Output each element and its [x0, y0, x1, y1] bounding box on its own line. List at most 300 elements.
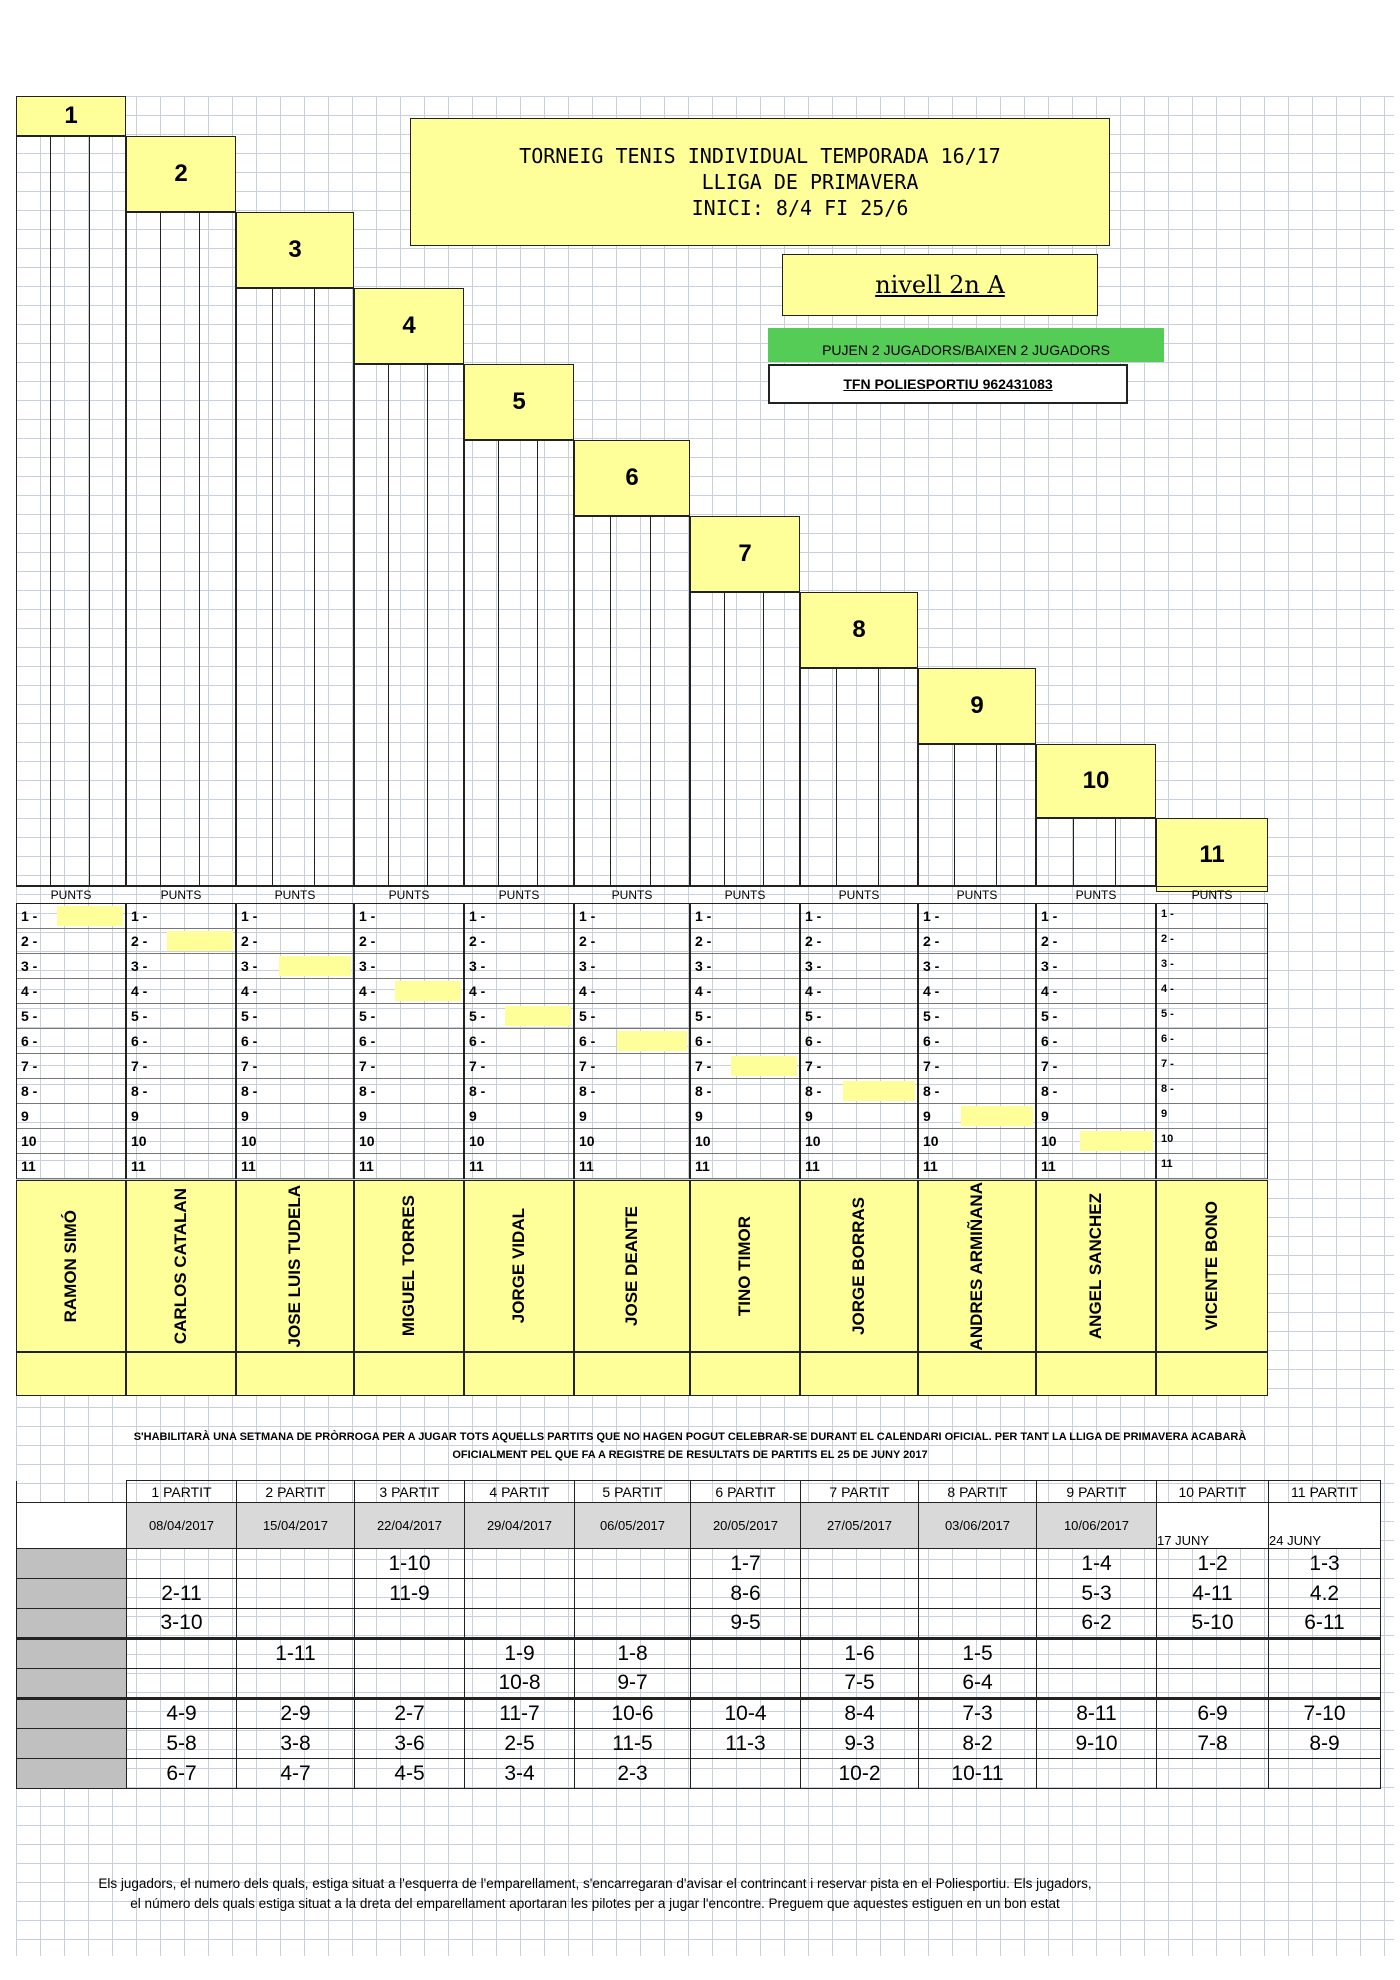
- match-pairing[interactable]: [1037, 1639, 1157, 1669]
- match-pairing[interactable]: [127, 1669, 237, 1699]
- score-row[interactable]: [1037, 1079, 1155, 1104]
- score-row[interactable]: [355, 954, 463, 979]
- schedule-table: [16, 1480, 1381, 1789]
- player-number-6: 6: [574, 440, 690, 516]
- score-row[interactable]: [355, 1154, 463, 1179]
- score-row[interactable]: [237, 1029, 353, 1054]
- score-row[interactable]: [919, 1004, 1035, 1029]
- match-pairing[interactable]: [237, 1669, 355, 1699]
- match-pairing[interactable]: 9-10: [1037, 1729, 1157, 1759]
- score-row[interactable]: [237, 1129, 353, 1154]
- score-row[interactable]: [237, 1104, 353, 1129]
- score-row-label: 10: [359, 1133, 375, 1149]
- score-row[interactable]: [1157, 1004, 1267, 1029]
- round-date: 29/04/2017: [465, 1503, 575, 1549]
- score-row-label: 3 -: [469, 958, 486, 974]
- score-row[interactable]: [1037, 1029, 1155, 1054]
- score-row[interactable]: [465, 1004, 573, 1029]
- match-pairing[interactable]: 2-11: [127, 1579, 237, 1609]
- match-pairing[interactable]: [1037, 1759, 1157, 1789]
- score-row[interactable]: [575, 1029, 689, 1054]
- score-row-label: 3 -: [359, 958, 376, 974]
- score-row[interactable]: [465, 904, 573, 929]
- match-pairing[interactable]: 11-9: [355, 1579, 465, 1609]
- match-pairing[interactable]: [691, 1669, 801, 1699]
- score-row[interactable]: [801, 1104, 917, 1129]
- score-row-label: 2 -: [21, 933, 38, 949]
- match-pairing[interactable]: [919, 1549, 1037, 1579]
- score-row[interactable]: [355, 1054, 463, 1079]
- score-row-label: 8 -: [21, 1083, 38, 1099]
- match-pairing[interactable]: 10-11: [919, 1759, 1037, 1789]
- score-row[interactable]: [801, 979, 917, 1004]
- score-row[interactable]: [575, 954, 689, 979]
- score-row[interactable]: [801, 1154, 917, 1179]
- score-row[interactable]: [465, 1029, 573, 1054]
- score-row[interactable]: [919, 1079, 1035, 1104]
- match-pairing[interactable]: 7-10: [1269, 1699, 1381, 1729]
- score-row-label: 8 -: [131, 1083, 148, 1099]
- score-row[interactable]: [127, 1154, 235, 1179]
- footer-line-1: Els jugadors, el numero dels quals, estiga situat a l'esquerra de l'emparellament, s'encarregaran d'avisar el contrincant i reservar pista en el Poliesportiu. Els jugadors,: [98, 1876, 1092, 1891]
- match-pairing[interactable]: 6-9: [1157, 1699, 1269, 1729]
- score-row[interactable]: [1037, 1104, 1155, 1129]
- score-grid-block: [918, 744, 1036, 886]
- match-pairing[interactable]: [1157, 1669, 1269, 1699]
- player-name-cell: [464, 1180, 574, 1352]
- score-row[interactable]: [237, 1004, 353, 1029]
- match-pairing[interactable]: 5-8: [127, 1729, 237, 1759]
- score-row[interactable]: [691, 1079, 799, 1104]
- score-column: [354, 904, 464, 1179]
- score-row[interactable]: [1157, 929, 1267, 954]
- score-row[interactable]: [919, 929, 1035, 954]
- match-pairing[interactable]: [801, 1609, 919, 1639]
- player-name-footer: [1036, 1352, 1156, 1396]
- match-pairing[interactable]: 1-2: [1157, 1549, 1269, 1579]
- match-pairing[interactable]: 5-3: [1037, 1579, 1157, 1609]
- score-row[interactable]: [575, 904, 689, 929]
- score-row-label: 9: [1041, 1108, 1049, 1124]
- score-row[interactable]: [801, 1004, 917, 1029]
- score-row[interactable]: [575, 1104, 689, 1129]
- match-pairing[interactable]: [465, 1549, 575, 1579]
- score-row[interactable]: [919, 904, 1035, 929]
- score-row[interactable]: [127, 1104, 235, 1129]
- score-row[interactable]: [919, 1104, 1035, 1129]
- round-date: 15/04/2017: [237, 1503, 355, 1549]
- match-pairing[interactable]: [237, 1609, 355, 1639]
- score-row[interactable]: [801, 1129, 917, 1154]
- match-pairing[interactable]: 4-11: [1157, 1579, 1269, 1609]
- round-header: 11 PARTIT: [1269, 1481, 1381, 1503]
- score-grid-block: [574, 516, 690, 886]
- score-row[interactable]: [127, 1054, 235, 1079]
- score-row[interactable]: [1157, 904, 1267, 929]
- score-row-label: 4 -: [695, 983, 712, 999]
- score-row-label: 5 -: [923, 1008, 940, 1024]
- score-row-label: 9: [923, 1108, 931, 1124]
- score-row[interactable]: [465, 954, 573, 979]
- score-row-label: 10: [695, 1133, 711, 1149]
- score-row-label: 9: [359, 1108, 367, 1124]
- score-row[interactable]: [355, 1004, 463, 1029]
- title-line-3: INICI: 8/4 FI 25/6: [691, 196, 909, 220]
- match-pairing[interactable]: [1269, 1639, 1381, 1669]
- score-row[interactable]: [575, 1129, 689, 1154]
- score-row[interactable]: [127, 979, 235, 1004]
- match-pairing[interactable]: 7-5: [801, 1669, 919, 1699]
- score-row-label: 4 -: [469, 983, 486, 999]
- score-row-label: 6 -: [469, 1033, 486, 1049]
- score-row-label: 2 -: [131, 933, 148, 949]
- score-row[interactable]: [465, 1154, 573, 1179]
- score-row-label: 6 -: [21, 1033, 38, 1049]
- round-header: 8 PARTIT: [919, 1481, 1037, 1503]
- player-number-2: 2: [126, 136, 236, 212]
- score-column: [690, 904, 800, 1179]
- match-pairing[interactable]: [801, 1549, 919, 1579]
- score-row[interactable]: [691, 1004, 799, 1029]
- score-row[interactable]: [1157, 1154, 1267, 1179]
- match-pairing[interactable]: 3-4: [465, 1759, 575, 1789]
- match-pairing[interactable]: 2-9: [237, 1699, 355, 1729]
- score-row[interactable]: [17, 1104, 125, 1129]
- score-row[interactable]: [801, 904, 917, 929]
- match-pairing[interactable]: 7-8: [1157, 1729, 1269, 1759]
- self-match-highlight: [617, 1031, 687, 1051]
- score-row[interactable]: [1157, 1029, 1267, 1054]
- score-row[interactable]: [465, 929, 573, 954]
- score-row-label: 9: [21, 1108, 29, 1124]
- score-row[interactable]: [237, 954, 353, 979]
- score-row[interactable]: [465, 1129, 573, 1154]
- score-row-label: 10: [805, 1133, 821, 1149]
- score-row-label: 9: [241, 1108, 249, 1124]
- match-pairing[interactable]: [127, 1549, 237, 1579]
- score-row[interactable]: [801, 1029, 917, 1054]
- score-row[interactable]: [355, 904, 463, 929]
- match-pairing[interactable]: [801, 1579, 919, 1609]
- match-pairing[interactable]: [1269, 1669, 1381, 1699]
- player-name: RAMON SIMÓ: [61, 1209, 80, 1323]
- score-row[interactable]: [1157, 1079, 1267, 1104]
- score-row-label: 1 -: [805, 908, 822, 924]
- score-row-label: 3 -: [1161, 958, 1174, 970]
- score-row[interactable]: [17, 1129, 125, 1154]
- score-row-label: 11: [131, 1158, 146, 1174]
- score-row[interactable]: [355, 1104, 463, 1129]
- match-pairing[interactable]: [355, 1639, 465, 1669]
- score-row[interactable]: [691, 1029, 799, 1054]
- player-name-cell: [1036, 1180, 1156, 1352]
- round-header: 1 PARTIT: [127, 1481, 237, 1503]
- score-row[interactable]: [1037, 904, 1155, 929]
- score-row[interactable]: [127, 1079, 235, 1104]
- match-pairing[interactable]: 3-8: [237, 1729, 355, 1759]
- match-pairing[interactable]: 6-7: [127, 1759, 237, 1789]
- match-pairing[interactable]: [465, 1609, 575, 1639]
- match-pairing[interactable]: 2-5: [465, 1729, 575, 1759]
- score-row[interactable]: [1037, 1004, 1155, 1029]
- match-pairing[interactable]: [1269, 1759, 1381, 1789]
- self-match-highlight: [57, 906, 123, 926]
- score-row[interactable]: [355, 1029, 463, 1054]
- match-pairing[interactable]: 3-6: [355, 1729, 465, 1759]
- score-row[interactable]: [691, 904, 799, 929]
- score-row[interactable]: [355, 929, 463, 954]
- score-row[interactable]: [1037, 979, 1155, 1004]
- score-row[interactable]: [1037, 1154, 1155, 1179]
- player-name-cell: [918, 1180, 1036, 1352]
- score-row-label: 2 -: [923, 933, 940, 949]
- score-row-label: 3 -: [241, 958, 258, 974]
- score-row[interactable]: [17, 904, 125, 929]
- player-name: JOSE LUIS TUDELA: [285, 1184, 304, 1348]
- score-row[interactable]: [17, 979, 125, 1004]
- score-row[interactable]: [465, 1104, 573, 1129]
- score-row[interactable]: [691, 954, 799, 979]
- score-row-label: 4 -: [805, 983, 822, 999]
- score-row-label: 10: [131, 1133, 147, 1149]
- score-row[interactable]: [127, 929, 235, 954]
- score-row[interactable]: [1157, 954, 1267, 979]
- score-row-label: 3 -: [579, 958, 596, 974]
- match-pairing[interactable]: 10-6: [575, 1699, 691, 1729]
- match-pairing[interactable]: 9-3: [801, 1729, 919, 1759]
- match-pairing[interactable]: 1-7: [691, 1549, 801, 1579]
- score-row[interactable]: [127, 904, 235, 929]
- round-header: 6 PARTIT: [691, 1481, 801, 1503]
- match-pairing[interactable]: 4-5: [355, 1759, 465, 1789]
- score-row-label: 1 -: [21, 908, 38, 924]
- score-row[interactable]: [127, 1004, 235, 1029]
- self-match-highlight: [843, 1081, 915, 1101]
- self-match-highlight: [505, 1006, 571, 1026]
- match-pairing[interactable]: 8-11: [1037, 1699, 1157, 1729]
- score-row[interactable]: [691, 979, 799, 1004]
- score-row[interactable]: [1157, 1054, 1267, 1079]
- round-header: 7 PARTIT: [801, 1481, 919, 1503]
- match-pairing[interactable]: 1-8: [575, 1639, 691, 1669]
- match-pairing[interactable]: 4-9: [127, 1699, 237, 1729]
- score-row[interactable]: [691, 929, 799, 954]
- score-row-label: 7 -: [469, 1058, 486, 1074]
- score-row[interactable]: [237, 1079, 353, 1104]
- match-pairing[interactable]: [919, 1609, 1037, 1639]
- match-pairing[interactable]: [1157, 1639, 1269, 1669]
- score-row-label: 5 -: [695, 1008, 712, 1024]
- score-row[interactable]: [575, 1154, 689, 1179]
- match-pairing[interactable]: 1-11: [237, 1639, 355, 1669]
- self-match-highlight: [731, 1056, 797, 1076]
- score-row-label: 11: [923, 1158, 938, 1174]
- match-pairing[interactable]: 10-8: [465, 1669, 575, 1699]
- punts-header: PUNTS: [464, 886, 574, 904]
- match-pairing[interactable]: 6-11: [1269, 1609, 1381, 1639]
- player-number-7: 7: [690, 516, 800, 592]
- match-pairing[interactable]: [1157, 1759, 1269, 1789]
- score-row[interactable]: [919, 954, 1035, 979]
- player-name: VICENTE BONO: [1202, 1201, 1221, 1331]
- match-pairing[interactable]: [355, 1669, 465, 1699]
- score-row[interactable]: [17, 1054, 125, 1079]
- match-pairing[interactable]: [919, 1579, 1037, 1609]
- score-row[interactable]: [355, 979, 463, 1004]
- punts-header: PUNTS: [800, 886, 918, 904]
- score-row-label: 5 -: [21, 1008, 38, 1024]
- match-pairing[interactable]: 4-7: [237, 1759, 355, 1789]
- score-row[interactable]: [919, 1029, 1035, 1054]
- score-row-label: 10: [1161, 1133, 1174, 1145]
- score-row-label: 10: [923, 1133, 939, 1149]
- round-date: 06/05/2017: [575, 1503, 691, 1549]
- score-row[interactable]: [801, 954, 917, 979]
- match-pairing[interactable]: 8-6: [691, 1579, 801, 1609]
- match-pairing[interactable]: 11-5: [575, 1729, 691, 1759]
- score-row[interactable]: [237, 1154, 353, 1179]
- score-row[interactable]: [17, 1079, 125, 1104]
- match-pairing[interactable]: 2-3: [575, 1759, 691, 1789]
- match-pairing[interactable]: [575, 1579, 691, 1609]
- score-row[interactable]: [1037, 929, 1155, 954]
- round-header: 4 PARTIT: [465, 1481, 575, 1503]
- score-row[interactable]: [575, 929, 689, 954]
- score-row[interactable]: [691, 1104, 799, 1129]
- match-pairing[interactable]: 8-2: [919, 1729, 1037, 1759]
- match-pairing[interactable]: [355, 1609, 465, 1639]
- score-row[interactable]: [1157, 1129, 1267, 1154]
- match-pairing[interactable]: 1-9: [465, 1639, 575, 1669]
- score-row[interactable]: [919, 979, 1035, 1004]
- score-row[interactable]: [465, 979, 573, 1004]
- score-row[interactable]: [1037, 954, 1155, 979]
- score-row[interactable]: [801, 929, 917, 954]
- score-row[interactable]: [127, 1129, 235, 1154]
- match-pairing[interactable]: 10-2: [801, 1759, 919, 1789]
- match-pairing[interactable]: 1-4: [1037, 1549, 1157, 1579]
- score-row-label: 9: [805, 1108, 813, 1124]
- round-date: 24 JUNY: [1269, 1503, 1381, 1549]
- score-row[interactable]: [237, 979, 353, 1004]
- match-pairing[interactable]: [575, 1549, 691, 1579]
- score-row-label: 1 -: [359, 908, 376, 924]
- match-pairing[interactable]: 5-10: [1157, 1609, 1269, 1639]
- score-row[interactable]: [355, 1129, 463, 1154]
- score-row[interactable]: [691, 1154, 799, 1179]
- match-pairing[interactable]: 2-7: [355, 1699, 465, 1729]
- score-row-label: 11: [805, 1158, 820, 1174]
- match-pairing[interactable]: 9-5: [691, 1609, 801, 1639]
- match-pairing[interactable]: 1-6: [801, 1639, 919, 1669]
- score-row[interactable]: [919, 1054, 1035, 1079]
- score-row-label: 4 -: [923, 983, 940, 999]
- match-pairing[interactable]: 11-3: [691, 1729, 801, 1759]
- score-row[interactable]: [127, 954, 235, 979]
- match-pairing[interactable]: 6-2: [1037, 1609, 1157, 1639]
- match-pairing[interactable]: 1-3: [1269, 1549, 1381, 1579]
- score-row[interactable]: [127, 1029, 235, 1054]
- match-pairing[interactable]: 1-5: [919, 1639, 1037, 1669]
- player-name: JORGE VIDAL: [509, 1208, 528, 1324]
- match-pairing[interactable]: 8-9: [1269, 1729, 1381, 1759]
- score-row[interactable]: [237, 929, 353, 954]
- score-row[interactable]: [355, 1079, 463, 1104]
- score-row[interactable]: [919, 1129, 1035, 1154]
- match-pairing[interactable]: 7-3: [919, 1699, 1037, 1729]
- match-pairing[interactable]: 8-4: [801, 1699, 919, 1729]
- score-row[interactable]: [919, 1154, 1035, 1179]
- score-row[interactable]: [1037, 1129, 1155, 1154]
- score-row[interactable]: [691, 1054, 799, 1079]
- score-row-label: 5 -: [359, 1008, 376, 1024]
- score-row[interactable]: [575, 979, 689, 1004]
- player-name-cell: [126, 1180, 236, 1352]
- score-row[interactable]: [17, 1154, 125, 1179]
- score-row[interactable]: [17, 1004, 125, 1029]
- score-row[interactable]: [801, 1054, 917, 1079]
- match-pairing[interactable]: 4.2: [1269, 1579, 1381, 1609]
- player-name: TINO TIMOR: [735, 1215, 754, 1317]
- punts-header: PUNTS: [574, 886, 690, 904]
- score-row-label: 1 -: [1161, 908, 1174, 920]
- match-pairing[interactable]: 6-4: [919, 1669, 1037, 1699]
- match-pairing[interactable]: 10-4: [691, 1699, 801, 1729]
- score-row-label: 3 -: [923, 958, 940, 974]
- score-row[interactable]: [1157, 979, 1267, 1004]
- score-row[interactable]: [691, 1129, 799, 1154]
- score-row[interactable]: [1157, 1104, 1267, 1129]
- match-pairing[interactable]: [127, 1639, 237, 1669]
- score-row-label: 8 -: [1161, 1083, 1174, 1095]
- score-column: [574, 904, 690, 1179]
- round-date: 03/06/2017: [919, 1503, 1037, 1549]
- match-pairing[interactable]: [691, 1639, 801, 1669]
- match-pairing[interactable]: [575, 1609, 691, 1639]
- player-name-footer: [464, 1352, 574, 1396]
- score-row-label: 1 -: [469, 908, 486, 924]
- match-pairing[interactable]: [237, 1549, 355, 1579]
- player-number-1: 1: [16, 96, 126, 136]
- score-row[interactable]: [575, 1079, 689, 1104]
- score-row[interactable]: [17, 954, 125, 979]
- match-pairing[interactable]: 1-10: [355, 1549, 465, 1579]
- score-row[interactable]: [237, 1054, 353, 1079]
- score-row[interactable]: [237, 904, 353, 929]
- player-name-cell: [236, 1180, 354, 1352]
- score-row-label: 6 -: [1161, 1033, 1174, 1045]
- match-pairing[interactable]: [1037, 1669, 1157, 1699]
- match-pairing[interactable]: 11-7: [465, 1699, 575, 1729]
- score-row[interactable]: [17, 1029, 125, 1054]
- score-row[interactable]: [1037, 1054, 1155, 1079]
- score-row[interactable]: [801, 1079, 917, 1104]
- punts-header: PUNTS: [1156, 886, 1268, 904]
- punts-header: PUNTS: [1036, 886, 1156, 904]
- player-number-11: 11: [1156, 818, 1268, 892]
- match-pairing[interactable]: [465, 1579, 575, 1609]
- match-pairing[interactable]: [237, 1579, 355, 1609]
- score-row[interactable]: [575, 1054, 689, 1079]
- match-pairing[interactable]: 3-10: [127, 1609, 237, 1639]
- score-row[interactable]: [465, 1054, 573, 1079]
- match-pairing[interactable]: 9-7: [575, 1669, 691, 1699]
- match-pairing[interactable]: [691, 1759, 801, 1789]
- score-row[interactable]: [17, 929, 125, 954]
- score-row[interactable]: [465, 1079, 573, 1104]
- score-row[interactable]: [575, 1004, 689, 1029]
- self-match-highlight: [279, 956, 351, 976]
